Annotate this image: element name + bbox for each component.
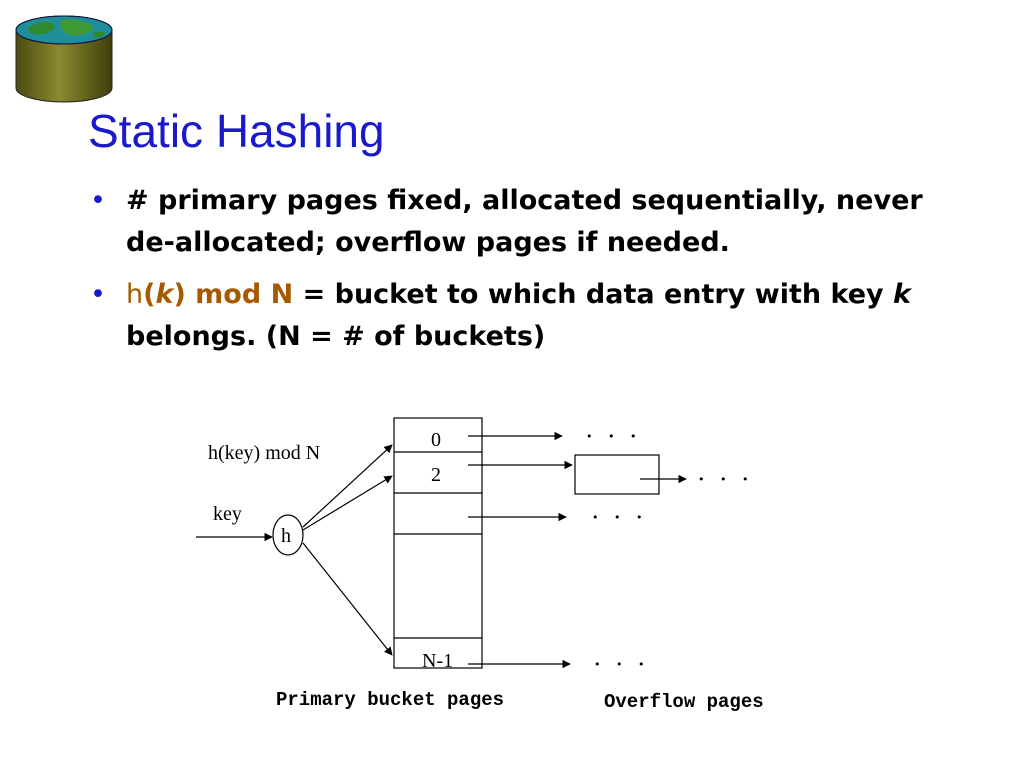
bucket-label-0: 0 — [431, 429, 441, 451]
hash-to-bucket-2-arrow — [303, 476, 392, 530]
overflow-caption: Overflow pages — [604, 691, 764, 713]
bucket-description: = bucket to which data entry with key — [293, 279, 894, 310]
key-variable-2: k — [893, 279, 911, 310]
buckets-note: . (N = # of buckets) — [246, 321, 546, 352]
key-variable: k — [155, 279, 174, 310]
bucket-label-2: 2 — [431, 464, 441, 486]
ellipsis-overflow: • • • — [698, 473, 755, 486]
bucket-label-n-1: N-1 — [422, 650, 454, 672]
bullet-marker: • — [90, 279, 106, 310]
overflow-page — [575, 455, 659, 494]
primary-caption: Primary bucket pages — [276, 689, 505, 711]
hash-to-bucket-n-1-arrow — [303, 543, 392, 655]
key-label: key — [213, 503, 242, 525]
hash-node-label: h — [281, 525, 291, 547]
hash-mod-label: h(key) mod N — [208, 442, 321, 464]
bullet-marker: • — [90, 185, 106, 216]
hash-function-name: h — [126, 279, 144, 310]
bullet-text: # primary pages fixed, allocated sequentially, never de-allocated; overflow pages if needed. — [126, 185, 923, 258]
paren-open: ( — [143, 279, 156, 310]
ellipsis-bucket-3: • • • — [592, 511, 649, 524]
ellipsis-bucket-n-1: • • • — [594, 658, 651, 671]
ellipsis-bucket-0: • • • — [586, 430, 643, 443]
belongs-text: belongs — [126, 321, 247, 352]
primary-bucket-column — [394, 418, 482, 668]
mod-n-text: ) mod N — [173, 279, 294, 310]
slide-title: Static Hashing — [88, 105, 385, 157]
